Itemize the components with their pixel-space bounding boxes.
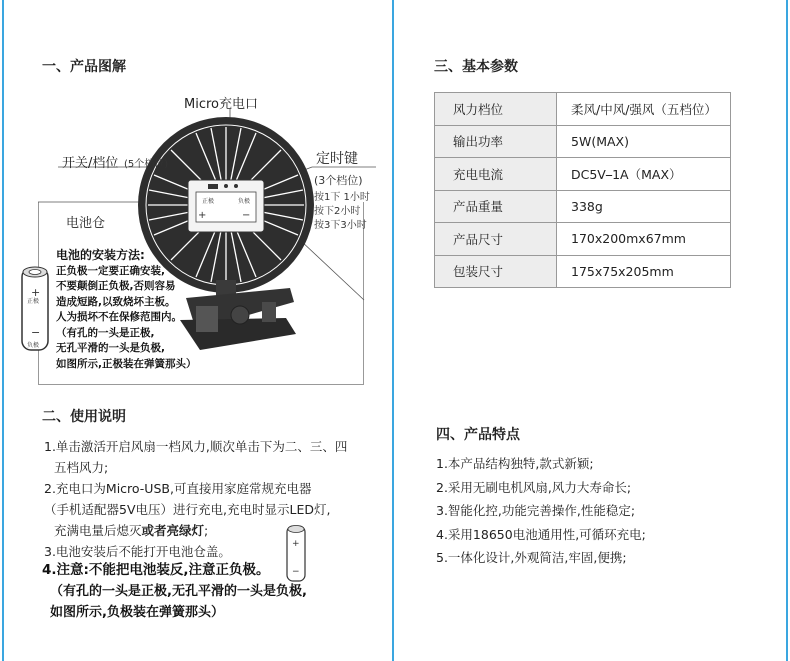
warning-line: 不要颠倒正负极,否则容易 <box>56 280 176 292</box>
param-key: 包装尺寸 <box>435 255 557 288</box>
feature-item: 1.本产品结构独特,款式新颖; <box>436 456 594 471</box>
warning-line: 人为损坏不在保修范围内。 <box>56 311 182 323</box>
battery-bay-label: 电池仓 <box>66 216 106 231</box>
table-row <box>435 255 731 288</box>
param-key: 风力档位 <box>435 93 557 126</box>
feature-item: 3.智能化控,功能完善操作,性能稳定; <box>436 503 636 518</box>
warning-line: 无孔平滑的一头是负极, <box>56 342 165 354</box>
instruction-item: 五档风力; <box>54 460 109 475</box>
instruction-item: （有孔的一头是正极,无孔平滑的一头是负极, <box>50 584 307 599</box>
instruction-item: 4.注意:不能把电池装反,注意正负极。 <box>42 562 270 578</box>
feature-item: 4.采用18650电池通用性,可循环充电; <box>436 526 646 542</box>
timer-3-label: 按3下3小时 <box>314 220 367 231</box>
instruction-bold: 或者亮绿灯 <box>141 523 205 538</box>
param-key: 输出功率 <box>435 125 557 158</box>
instruction-item: 2.充电口为Micro-USB,可直接用家庭常规充电器 <box>44 481 312 496</box>
instructions-list <box>44 436 384 562</box>
svg-text:正极: 正极 <box>202 198 215 205</box>
instruction-note <box>42 560 307 623</box>
param-key: 充电电流 <box>435 158 557 191</box>
timer-label: 定时键 <box>316 151 358 167</box>
section-title-diagram: 一、产品图解 <box>42 59 126 75</box>
switch-label: 开关/档位 <box>62 156 119 171</box>
feature-item: 5.一体化设计,外观简洁,牢固,便携; <box>436 550 627 565</box>
table-row <box>435 223 731 256</box>
param-value: 170x200mx67mm <box>557 223 731 256</box>
timer-1-label: 按1下 1小时 <box>314 192 370 203</box>
params-table <box>434 92 731 288</box>
warning-line: 造成短路,以致烧坏主板。 <box>56 295 176 308</box>
param-key: 产品尺寸 <box>435 223 557 256</box>
battery-plus-label: 正极 <box>27 298 40 305</box>
table-row <box>435 125 731 158</box>
table-row <box>435 93 731 126</box>
svg-text:−: − <box>292 567 300 577</box>
param-key: 产品重量 <box>435 190 557 223</box>
svg-text:负极: 负极 <box>238 198 251 205</box>
instruction-item: （手机适配器5V电压）进行充电,充电时显示LED灯, <box>44 502 331 517</box>
timer-sub-label: (3个档位) <box>314 174 363 187</box>
param-value: 柔风/中风/强风（五档位） <box>557 93 731 126</box>
micro-port-label: Micro充电口 <box>184 97 258 112</box>
svg-text:−: − <box>31 326 41 339</box>
features-list <box>436 452 646 570</box>
param-value: 5W(MAX) <box>557 125 731 158</box>
warning-title: 电池的安装方法: <box>56 248 145 262</box>
feature-item: 2.采用无刷电机风扇,风力大寿命长; <box>436 479 632 495</box>
instruction-item: 1.单击激活开启风扇一档风力,顺次单击下为二、三、四 <box>44 439 348 454</box>
section-title-instructions: 二、使用说明 <box>42 409 126 425</box>
svg-text:+: + <box>198 210 207 221</box>
warning-line: 如图所示,正极装在弹簧那头） <box>56 357 197 370</box>
instruction-item <box>44 520 384 541</box>
instruction-item: 如图所示,负极装在弹簧那头） <box>50 605 224 620</box>
table-row <box>435 158 731 191</box>
svg-text:+: + <box>292 539 300 549</box>
battery-minus-label: 负极 <box>27 342 40 349</box>
switch-sub-label: (5个档位) <box>124 159 169 170</box>
svg-text:+: + <box>31 286 41 299</box>
warning-line: （有孔的一头是正极, <box>56 326 155 339</box>
instruction-text: ; <box>204 523 209 538</box>
warning-line: 正负极一定要正确安装, <box>56 264 165 277</box>
instruction-text: 充满电量后熄灭 <box>54 523 142 538</box>
instruction-item: 3.电池安装后不能打开电池仓盖。 <box>44 544 231 559</box>
param-value: 175x75x205mm <box>557 255 731 288</box>
svg-text:−: − <box>242 210 251 221</box>
table-row <box>435 190 731 223</box>
timer-2-label: 按下2小时 <box>314 206 361 217</box>
battery-warning <box>56 248 197 372</box>
section-title-features: 四、产品特点 <box>436 427 520 443</box>
param-value: 338g <box>557 190 731 223</box>
section-title-params: 三、基本参数 <box>434 59 518 75</box>
param-value: DC5V⎯1A（MAX） <box>557 158 731 191</box>
